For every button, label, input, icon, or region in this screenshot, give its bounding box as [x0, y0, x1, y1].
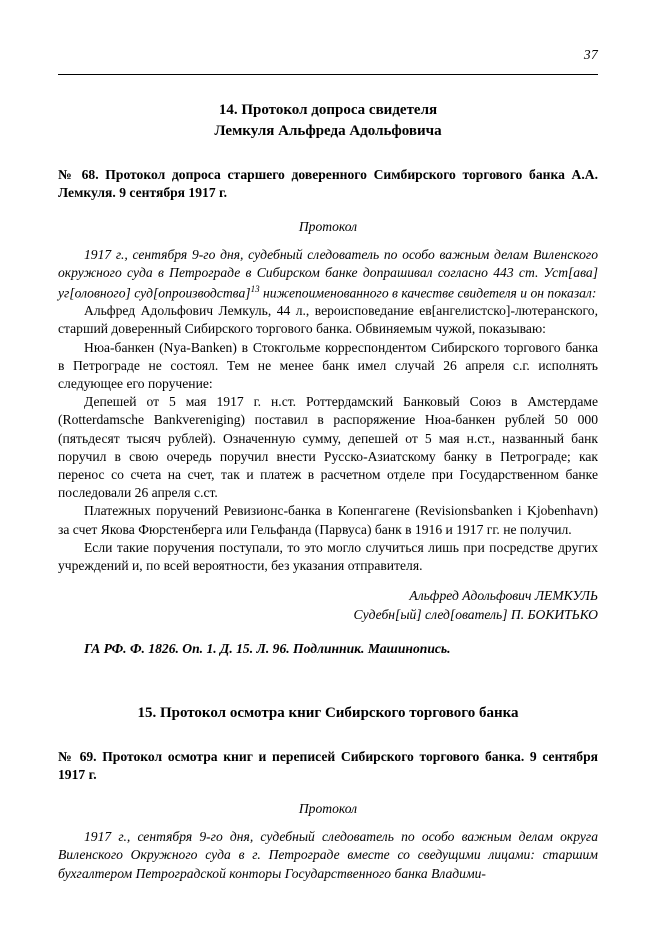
section-title-14 — [58, 100, 598, 143]
paragraph-intro-68 — [58, 246, 598, 302]
signature-investigator: Судебн[ый] след[ователь] П. БОКИТЬКО — [353, 607, 598, 623]
header-divider — [58, 74, 598, 75]
paragraph-intro-68-text-after: нижепоименованного в качестве свидетеля и он показал: — [259, 285, 597, 301]
paragraph-intro-68-text-before: 1917 г., сентября 9-го дня, судебный следователь по особо важным делам Виленского окружного суда в Петрограде в Сибирском банке допрашивал согласно 443 ст. Уст[ава] уг[оловного] суд[опроизводства] — [58, 247, 598, 301]
section-title-15: 15. Протокол осмотра книг Сибирского торгового банка — [137, 705, 519, 722]
paragraph-revisionsbanken: Платежных поручений Ревизионс-банка в Копенгагене (Revisionsbanken i Kjobenhavn) за счет Якова Фюрстенберга или Гельфанда (Парвуса) банк в 1916 и 1917 гг. не получил. — [58, 503, 598, 537]
section-title-14-line2: Лемкуля Альфреда Адольфовича — [214, 123, 442, 140]
page-number: 37 — [583, 47, 598, 62]
paragraph-rotterdam-transfer: Депешей от 5 мая 1917 г. н.ст. Роттердамский Банковый Союз в Амстердаме (Rotterdamsche Bankvereniging) поставил в распоряжение Нюа-банкен рублей 50 000 (пятьдесят тысяч рублей). Означенную сумму, депешей от 5 мая н.ст., названный банк поручил в свою очередь поручил внести Русско-Азиатскому банку в Петрограде; как перенос со счета на счет, так и платеж в расчетном отделе при Государственном банке последовали 26 апреля с.ст. — [58, 394, 598, 501]
protocol-label-69: Протокол — [298, 801, 358, 817]
footnote-marker-13: 13 — [250, 283, 260, 294]
signature-witness: Альфред Адольфович ЛЕМКУЛЬ — [409, 588, 598, 604]
archive-reference-68: ГА РФ. Ф. 1826. Оп. 1. Д. 15. Л. 96. Подлинник. Машинопись. — [84, 641, 451, 657]
document-heading-69: № 69. Протокол осмотра книг и переписей Сибирского торгового банка. 9 сентября 1917 г. — [58, 748, 598, 783]
section-title-14-line1: 14. Протокол допроса свидетеля — [218, 102, 438, 118]
document-heading-68: № 68. Протокол допроса старшего доверенного Симбирского торгового банка А.А. Лемкуля. 9 сентября 1917 г. — [58, 166, 598, 201]
paragraph-nya-banken: Нюа-банкен (Nya-Banken) в Стокгольме корреспондентом Сибирского торгового банка в Петрограде не состоял. Тем не менее банк имел случай 26 апреля с.г. исполнять следующее его поручение: — [58, 339, 598, 392]
protocol-label-68: Протокол — [298, 219, 358, 235]
signature-block — [58, 586, 598, 624]
paragraph-conclusion: Если такие поручения поступали, то это могло случиться лишь при посредстве других учреждений и, по всей вероятности, без указания отправителя. — [58, 539, 598, 574]
paragraph-witness-identity: Альфред Адольфович Лемкуль, 44 л., вероисповедание ев[ангелистско]-лютеранского, старший доверенный Сибирского торгового банка. Обвиняемым чужой, показываю: — [58, 303, 598, 337]
page-content — [58, 86, 598, 883]
paragraph-intro-69: 1917 г., сентября 9-го дня, судебный следователь по особо важным делам округа Виленского Окружного суда в г. Петрограде вместе со сведущими лицами: старшим бухгалтером Петроградской конторы Государственного банка Владими- — [58, 829, 598, 881]
